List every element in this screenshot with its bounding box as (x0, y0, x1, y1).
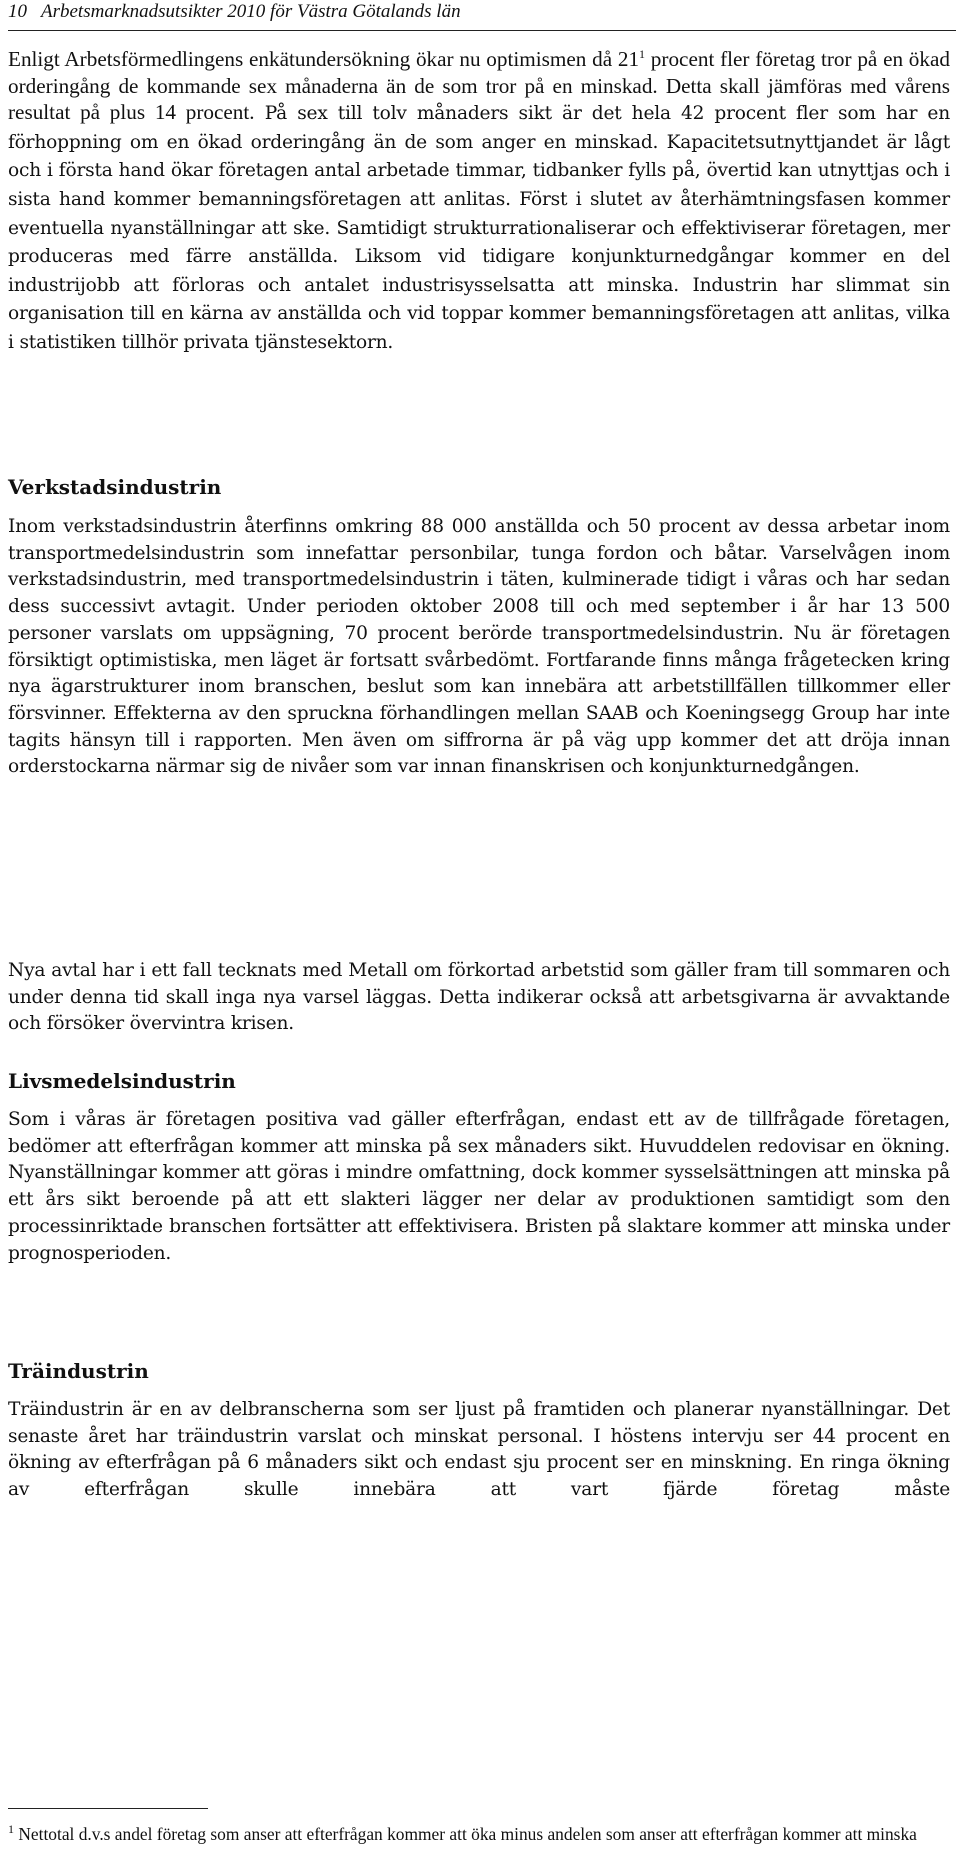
intro-text-2: På sex till tolv månaders sikt är det hela 42 procent fler som har en förhoppning om en ökad orderingång än de som anger en minskad. Kapacitetsutnyttjandet är lågt och i första hand ökar företagen antal arbetade timmar, tidbanker fylls på, övertid kan utnyttjas och i sista hand kommer bemanningsföretagen att anlitas. Först i slutet av återhämtningsfasen kommer eventuella nyanställningar att ske. Samtidigt strukturrationaliserar och effektiviserar företagen, mer produceras med färre anställda. Liksom vid tidigare konjunkturnedgångar kommer en del industrijobb att förloras och antalet industrisysselsatta att minska. Industrin har slimmat sin organisation till en kärna av anställda och vid toppar kommer bemanningsföretagen att anlitas, vilka i statistiken tillhör privata tjänstesektorn. (8, 103, 950, 353)
intro-text: Enligt Arbetsförmedlingens enkätundersökning ökar nu optimismen då 21 (8, 47, 640, 71)
section-verkstad-body (8, 514, 950, 781)
intro-paragraph (8, 46, 950, 357)
footnote-divider (8, 1808, 208, 1809)
footnote-text: Nettotal d.v.s andel företag som anser att efterfrågan kommer att öka minus andelen som anser att efterfrågan kommer att minska (14, 1824, 917, 1844)
section-verkstad (8, 474, 950, 500)
section-heading: Verkstadsindustrin (8, 475, 222, 499)
section-paragraph: Nya avtal har i ett fall tecknats med Metall om förkortad arbetstid som gäller fram till sommaren och under denna tid skall inga nya varsel läggas. Detta indikerar också att arbetsgivarna är avvaktande och försöker övervintra krisen. (8, 960, 950, 1035)
running-title: Arbetsmarknadsutsikter 2010 för Västra Götalands län (41, 1, 461, 22)
section-tra-body (8, 1397, 950, 1504)
footnote-number: 1 (8, 1822, 14, 1837)
section-livsmedel-body (8, 1107, 950, 1267)
intro-text-cont: procent fler företag tror på en ökad orderingång de kommande sex månaderna än de som tror på en minskad. Detta skall jämföras med vårens resultat på plus 14 procent. (8, 47, 950, 125)
section-paragraph: Träindustrin är en av delbranscherna som ser ljust på framtiden och planerar nyanställningar. Det senaste året har träindustrin varslat och minskat personal. I höstens intervju ser 44 procent en ökning av efterfrågan på 6 månaders sikt och endast sju procent ser en minskning. En ringa ökning av efterfrågan skulle innebära att vart fjärde företag måste (8, 1399, 950, 1501)
section-tra (8, 1358, 950, 1384)
section-heading: Livsmedelsindustrin (8, 1069, 236, 1093)
section-verkstad-body-2 (8, 958, 950, 1038)
section-heading: Träindustrin (8, 1359, 149, 1383)
section-paragraph: Som i våras är företagen positiva vad gäller efterfrågan, endast ett av de tillfrågade företagen, bedömer att efterfrågan kommer att minska på sex månaders sikt. Huvuddelen redovisar en ökning. Nyanställningar kommer att göras i mindre omfattning, dock kommer sysselsättningen att minska på ett års sikt beroende på att ett slakteri lägger ner delar av produktionen samtidigt som den processinriktade branschen fortsätter att effektivisera. Bristen på slaktare kommer att minska under prognosperioden. (8, 1109, 950, 1264)
footnote (8, 1823, 948, 1846)
section-paragraph: Inom verkstadsindustrin återfinns omkring 88 000 anställda och 50 procent av dessa arbetar inom transportmedelsindustrin som innefattar personbilar, tunga fordon och båtar. Varselvågen inom verkstadsindustrin, med transportmedelsindustrin i täten, kulminerade tidigt i våras och har sedan dess successivt avtagit. Under perioden oktober 2008 till och med september i år har 13 500 personer varslats om uppsägning, 70 procent berörde transportmedelsindustrin. Nu är företagen försiktigt optimistiska, men läget är fortsatt svårbedömt. Fortfarande finns många frågetecken kring nya ägarstrukturer inom branschen, beslut som kan innebära att arbetstillfällen tillkommer eller försvinner. Effekterna av den spruckna förhandlingen mellan SAAB och Koeningsegg Group har inte tagits hänsyn till i rapporten. Men även om siffrorna är på väg upp kommer det att dröja innan orderstockarna närmar sig de nivåer som var innan finanskrisen och konjunkturnedgången. (8, 516, 950, 778)
page-number: 10 (8, 1, 27, 22)
footnote-ref: 1 (639, 46, 646, 61)
intro-block (8, 46, 950, 357)
section-livsmedel (8, 1068, 950, 1094)
running-header (8, 0, 956, 31)
